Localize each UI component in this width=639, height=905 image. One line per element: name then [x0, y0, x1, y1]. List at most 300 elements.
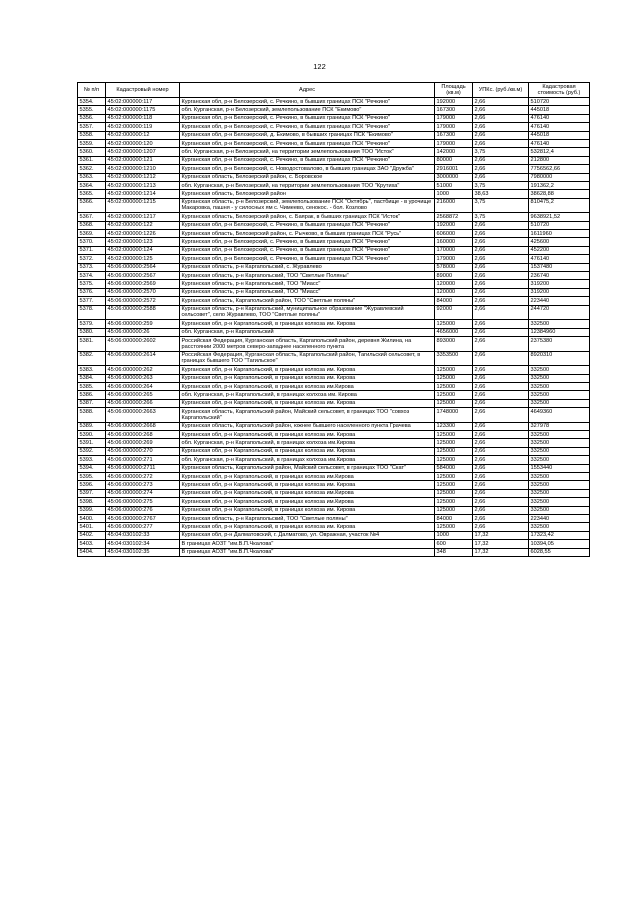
cell-cadastral-value: 332500 [529, 439, 590, 447]
cell-cadastral-number: 45:02:000000:1215 [106, 198, 180, 213]
cell-cadastral-number: 45:02:000000:125 [106, 255, 180, 263]
cell-row-number: 5378. [78, 305, 106, 320]
cell-row-number: 5377. [78, 297, 106, 305]
cell-row-number: 5402. [78, 531, 106, 539]
cell-cadastral-value: 810475,2 [529, 198, 590, 213]
cell-upks: 2,66 [473, 272, 529, 280]
cell-area: 167300 [435, 106, 473, 114]
table-row [78, 447, 590, 455]
cell-cadastral-number: 45:06:000000:276 [106, 506, 180, 514]
table-row [78, 399, 590, 407]
cell-cadastral-number: 45:06:000000:2570 [106, 288, 180, 296]
header-area: Площадь (кв.м) [435, 83, 473, 98]
cell-cadastral-number: 45:06:000000:2602 [106, 336, 180, 351]
cell-cadastral-number: 45:02:000000:121 [106, 156, 180, 164]
header-address: Адрес [180, 83, 435, 98]
cell-cadastral-value: 510720 [529, 98, 590, 106]
table-row [78, 506, 590, 514]
cell-cadastral-number: 45:02:000000:118 [106, 114, 180, 122]
cell-cadastral-value: 445018 [529, 106, 590, 114]
cell-row-number: 5361. [78, 156, 106, 164]
cell-row-number: 5359. [78, 139, 106, 147]
cell-area: 1748000 [435, 408, 473, 423]
table-row [78, 351, 590, 366]
table-row [78, 439, 590, 447]
cell-area: 125000 [435, 391, 473, 399]
table-row [78, 431, 590, 439]
cell-row-number: 5366. [78, 198, 106, 213]
cell-cadastral-number: 45:02:000000:1175 [106, 106, 180, 114]
table-row [78, 320, 590, 328]
table-row [78, 408, 590, 423]
cell-row-number: 5388. [78, 408, 106, 423]
cell-row-number: 5364. [78, 181, 106, 189]
cell-cadastral-number: 45:06:000000:2572 [106, 297, 180, 305]
cell-address: Курганская обл, р-н Каргапольский, в границах колхоза им. Кирова [180, 399, 435, 407]
cell-cadastral-value: 445018 [529, 131, 590, 139]
cell-area: 125000 [435, 374, 473, 382]
cell-area: 125000 [435, 473, 473, 481]
cell-cadastral-value: 332500 [529, 431, 590, 439]
cell-area: 89000 [435, 272, 473, 280]
cell-address: Курганская область, р-н Каргапольский, ТОО "Светлые поляны" [180, 514, 435, 522]
cell-upks: 2,66 [473, 221, 529, 229]
cell-area: 2568872 [435, 213, 473, 221]
cell-cadastral-number: 45:02:000000:1213 [106, 181, 180, 189]
cell-upks: 2,66 [473, 288, 529, 296]
cell-cadastral-value: 332500 [529, 489, 590, 497]
cell-area: 348 [435, 548, 473, 556]
cell-upks: 2,66 [473, 238, 529, 246]
cell-cadastral-value: 9638921,52 [529, 213, 590, 221]
cell-row-number: 5393. [78, 456, 106, 464]
cell-row-number: 5404. [78, 548, 106, 556]
cell-address: обл. Курганская, р-н Каргапольский, в границах колхоза им. Кирова [180, 391, 435, 399]
table-row [78, 213, 590, 221]
cell-cadastral-value: 236740 [529, 272, 590, 280]
cell-cadastral-number: 45:06:000000:273 [106, 481, 180, 489]
cell-upks: 2,66 [473, 114, 529, 122]
table-row [78, 272, 590, 280]
cell-upks: 2,66 [473, 408, 529, 423]
cell-row-number: 5401. [78, 523, 106, 531]
cell-address: Курганская область, р-н Каргапольский, ТОО "Миасс" [180, 288, 435, 296]
cell-upks: 3,75 [473, 213, 529, 221]
cell-cadastral-value: 510720 [529, 221, 590, 229]
table-row [78, 328, 590, 336]
cell-row-number: 5367. [78, 213, 106, 221]
cell-address: Курганская обл, р-н Белозерский, с. Речкино, в бывших границах ПСК "Речкино" [180, 156, 435, 164]
cell-area: 179000 [435, 123, 473, 131]
cell-cadastral-number: 45:02:000000:119 [106, 123, 180, 131]
cell-row-number: 5394. [78, 464, 106, 472]
cell-area: 1000 [435, 531, 473, 539]
cell-area: 1000 [435, 190, 473, 198]
cell-address: Курганская область, Белозерский район [180, 190, 435, 198]
cadastral-table [77, 82, 590, 557]
cell-cadastral-value: 332500 [529, 473, 590, 481]
cell-address: Курганская обл, р-н Каргапольский, в границах колхоза им.Кирова [180, 382, 435, 390]
cell-cadastral-number: 45:02:000000:1207 [106, 148, 180, 156]
cell-row-number: 5397. [78, 489, 106, 497]
cell-address: В границах АОЗТ "им.В.П.Чкалова" [180, 540, 435, 548]
cell-cadastral-number: 45:02:000000:12 [106, 131, 180, 139]
table-row [78, 540, 590, 548]
cell-area: 80000 [435, 156, 473, 164]
table-row [78, 523, 590, 531]
cell-cadastral-value: 476140 [529, 255, 590, 263]
cell-row-number: 5395. [78, 473, 106, 481]
cell-row-number: 5396. [78, 481, 106, 489]
cell-address: Курганская область, р-н Каргапольский, с. Журавлево [180, 263, 435, 271]
cell-upks: 2,66 [473, 464, 529, 472]
cell-address: Курганская обл, р-н Каргапольский, в границах колхоза им. Кирова [180, 523, 435, 531]
cell-row-number: 5386. [78, 391, 106, 399]
cell-row-number: 5391. [78, 439, 106, 447]
table-row [78, 382, 590, 390]
table-row [78, 255, 590, 263]
cell-upks: 2,66 [473, 481, 529, 489]
cell-row-number: 5362. [78, 165, 106, 173]
table-row [78, 464, 590, 472]
cell-area: 3000000 [435, 173, 473, 181]
cell-area: 584000 [435, 464, 473, 472]
cell-cadastral-value: 244720 [529, 305, 590, 320]
cell-upks: 2,66 [473, 230, 529, 238]
cell-address: Курганская обл, р-н Каргапольский, в границах колхоза им. Кирова [180, 447, 435, 455]
cell-area: 606000 [435, 230, 473, 238]
cell-cadastral-value: 7980000 [529, 173, 590, 181]
cell-area: 142000 [435, 148, 473, 156]
table-row [78, 280, 590, 288]
cell-row-number: 5387. [78, 399, 106, 407]
cell-cadastral-value: 332500 [529, 399, 590, 407]
cell-row-number: 5373. [78, 263, 106, 271]
table-row [78, 246, 590, 254]
cell-upks: 2,66 [473, 106, 529, 114]
cell-upks: 3,75 [473, 181, 529, 189]
cell-cadastral-value: 332500 [529, 382, 590, 390]
cell-cadastral-number: 45:06:000000:2767 [106, 514, 180, 522]
cell-row-number: 5374. [78, 272, 106, 280]
cell-cadastral-number: 45:06:000000:259 [106, 320, 180, 328]
cell-address: Курганская обл, р-н Белозерский, с. Речкино, в бывших границах ПСК "Речкино" [180, 114, 435, 122]
cell-cadastral-number: 45:06:000000:26 [106, 328, 180, 336]
cell-area: 3353500 [435, 351, 473, 366]
cell-address: Курганская обл, р-н Белозерский, с. Речкино, в бывших границах ПСК "Речкино" [180, 221, 435, 229]
cell-area: 84000 [435, 297, 473, 305]
table-row [78, 489, 590, 497]
cell-upks: 2,66 [473, 422, 529, 430]
cell-upks: 2,66 [473, 447, 529, 455]
cell-area: 125000 [435, 382, 473, 390]
cell-cadastral-value: 212800 [529, 156, 590, 164]
cell-upks: 17,32 [473, 531, 529, 539]
cell-cadastral-value: 191362,2 [529, 181, 590, 189]
cell-cadastral-value: 476140 [529, 123, 590, 131]
table-row [78, 181, 590, 189]
cell-upks: 2,66 [473, 431, 529, 439]
table-row [78, 173, 590, 181]
cell-cadastral-number: 45:02:000000:120 [106, 139, 180, 147]
cell-area: 125000 [435, 523, 473, 531]
cell-cadastral-number: 45:06:000000:2663 [106, 408, 180, 423]
cell-upks: 3,75 [473, 148, 529, 156]
cell-address: Курганская область, Белозерский район, с. Боровское [180, 173, 435, 181]
cell-cadastral-value: 332500 [529, 498, 590, 506]
cell-upks: 2,66 [473, 514, 529, 522]
cell-area: 192000 [435, 221, 473, 229]
cell-upks: 2,66 [473, 336, 529, 351]
cell-area: 84000 [435, 514, 473, 522]
cell-cadastral-value: 332500 [529, 456, 590, 464]
cell-address: Курганская обл, р-н Белозерский, с. Речкино, в бывших границах ПСК "Речкино" [180, 238, 435, 246]
table-row [78, 514, 590, 522]
cell-row-number: 5376. [78, 288, 106, 296]
cell-area: 125000 [435, 498, 473, 506]
cell-cadastral-value: 17323,42 [529, 531, 590, 539]
page-number: 122 [313, 62, 326, 71]
cell-row-number: 5360. [78, 148, 106, 156]
cell-area: 179000 [435, 139, 473, 147]
cell-area: 125000 [435, 366, 473, 374]
cell-address: Курганская обл, р-н Каргапольский, в границах колхоза им.Кирова [180, 473, 435, 481]
cell-address: Российская Федерация, Курганская область, Каргапольский район, деревня Жилина, на расстоянии 2000 метров северо-западнее населенного пункта [180, 336, 435, 351]
table-row [78, 366, 590, 374]
cell-area: 51000 [435, 181, 473, 189]
table-row [78, 106, 590, 114]
table-row [78, 123, 590, 131]
cell-upks: 2,66 [473, 456, 529, 464]
cell-area: 125000 [435, 456, 473, 464]
cell-cadastral-value: 332500 [529, 320, 590, 328]
cell-address: Курганская обл, р-н Белозерский, с. Речкино, в бывших границах ПСК "Речкино" [180, 139, 435, 147]
cell-cadastral-value: 332500 [529, 481, 590, 489]
cell-cadastral-value: 38628,88 [529, 190, 590, 198]
cell-area: 125000 [435, 439, 473, 447]
cell-area: 120000 [435, 288, 473, 296]
cell-area: 125000 [435, 447, 473, 455]
cell-cadastral-value: 452200 [529, 246, 590, 254]
table-row [78, 230, 590, 238]
cell-area: 125000 [435, 489, 473, 497]
cell-cadastral-value: 332500 [529, 366, 590, 374]
cell-row-number: 5355. [78, 106, 106, 114]
cell-cadastral-number: 45:06:000000:269 [106, 439, 180, 447]
cell-cadastral-value: 332500 [529, 391, 590, 399]
cell-row-number: 5390. [78, 431, 106, 439]
table-header-row [78, 83, 590, 98]
cell-cadastral-number: 45:02:000000:117 [106, 98, 180, 106]
cell-address: Курганская область, Каргапольский район, Майский сельсовет, в границах ТОО "Скат" [180, 464, 435, 472]
cell-area: 92000 [435, 305, 473, 320]
table-row [78, 473, 590, 481]
cell-upks: 2,66 [473, 506, 529, 514]
cell-area: 125000 [435, 320, 473, 328]
cell-cadastral-number: 45:06:000000:2668 [106, 422, 180, 430]
cell-row-number: 5400. [78, 514, 106, 522]
cell-cadastral-value: 332500 [529, 447, 590, 455]
cell-cadastral-value: 319200 [529, 288, 590, 296]
cell-area: 160000 [435, 238, 473, 246]
table-row [78, 198, 590, 213]
cell-address: Курганская область, Каргапольский район, ТОО "Светлые поляны" [180, 297, 435, 305]
cell-address: В границах АОЗТ "им.В.П.Чкалова" [180, 548, 435, 556]
cell-address: Курганская область, Каргапольский район, Майский сельсовет, в границах ТОО "совхоз Каргапольский" [180, 408, 435, 423]
table-body [78, 98, 590, 557]
cell-cadastral-number: 45:02:000000:1217 [106, 213, 180, 221]
cell-cadastral-number: 45:06:000000:2567 [106, 272, 180, 280]
cell-area: 170000 [435, 246, 473, 254]
cell-cadastral-number: 45:02:000000:123 [106, 238, 180, 246]
cell-row-number: 5379. [78, 320, 106, 328]
table-row [78, 263, 590, 271]
cell-upks: 2,66 [473, 498, 529, 506]
cell-upks: 2,66 [473, 156, 529, 164]
table-row [78, 238, 590, 246]
cell-area: 192000 [435, 98, 473, 106]
table-row [78, 156, 590, 164]
table-row [78, 456, 590, 464]
cell-address: Курганская обл, р-н Белозерский, д. Екимово, в бывших границах ПСК "Екимово" [180, 131, 435, 139]
cell-cadastral-number: 45:06:000000:268 [106, 431, 180, 439]
table-row [78, 548, 590, 556]
cell-address: Курганская обл, р-н Белозерский, с. Речкино, в бывших границах ПСК "Речкино" [180, 98, 435, 106]
table-row [78, 131, 590, 139]
cell-address: Курганская обл, р-н Белозерский, с. Речкино, в бывших границах ПСК "Речкино" [180, 246, 435, 254]
cell-cadastral-number: 45:04:030102:35 [106, 548, 180, 556]
cell-row-number: 5383. [78, 366, 106, 374]
cell-cadastral-value: 12384960 [529, 328, 590, 336]
cell-address: Курганская обл, р-н Каргапольский, в границах колхоза им.Кирова [180, 489, 435, 497]
cell-cadastral-value: 332500 [529, 374, 590, 382]
cell-upks: 2,66 [473, 305, 529, 320]
table-row [78, 190, 590, 198]
cell-row-number: 5403. [78, 540, 106, 548]
cell-cadastral-number: 45:06:000000:271 [106, 456, 180, 464]
cell-upks: 2,66 [473, 165, 529, 173]
cell-cadastral-number: 45:06:000000:274 [106, 489, 180, 497]
cell-cadastral-number: 45:04:030102:34 [106, 540, 180, 548]
cell-cadastral-number: 45:06:000000:277 [106, 523, 180, 531]
cell-area: 2916001 [435, 165, 473, 173]
cell-upks: 2,66 [473, 173, 529, 181]
cell-address: Курганская обл, р-н Белозерский, с. Речкино, в бывших границах ПСК "Речкино" [180, 123, 435, 131]
cell-upks: 2,66 [473, 297, 529, 305]
cell-cadastral-number: 45:04:030102:33 [106, 531, 180, 539]
cell-row-number: 5375. [78, 280, 106, 288]
cell-row-number: 5369. [78, 230, 106, 238]
header-number: № п/п [78, 83, 106, 98]
cell-cadastral-value: 476140 [529, 139, 590, 147]
cell-area: 167300 [435, 131, 473, 139]
cell-row-number: 5357. [78, 123, 106, 131]
cell-cadastral-number: 45:06:000000:265 [106, 391, 180, 399]
cell-cadastral-number: 45:06:000000:275 [106, 498, 180, 506]
cell-row-number: 5384. [78, 374, 106, 382]
cell-cadastral-number: 45:02:000000:122 [106, 221, 180, 229]
cell-cadastral-number: 45:06:000000:266 [106, 399, 180, 407]
cell-row-number: 5392. [78, 447, 106, 455]
cell-cadastral-value: 6028,55 [529, 548, 590, 556]
cell-row-number: 5381. [78, 336, 106, 351]
cell-address: Курганская область, р-н Каргапольский, ТОО "Миасс" [180, 280, 435, 288]
cell-cadastral-number: 45:06:000000:263 [106, 374, 180, 382]
cell-row-number: 5363. [78, 173, 106, 181]
cell-address: Курганская обл, р-н Каргапольский, в границах колхоза им. Кирова [180, 320, 435, 328]
cell-cadastral-value: 319200 [529, 280, 590, 288]
cell-row-number: 5354. [78, 98, 106, 106]
table-row [78, 391, 590, 399]
table-row [78, 165, 590, 173]
cell-row-number: 5371. [78, 246, 106, 254]
table-row [78, 221, 590, 229]
cell-area: 578000 [435, 263, 473, 271]
cell-area: 216000 [435, 198, 473, 213]
cell-cadastral-value: 10394,05 [529, 540, 590, 548]
cell-row-number: 5399. [78, 506, 106, 514]
cell-upks: 2,66 [473, 391, 529, 399]
cell-upks: 17,32 [473, 548, 529, 556]
cell-row-number: 5358. [78, 131, 106, 139]
cell-upks: 2,66 [473, 123, 529, 131]
cell-address: обл. Курганская, р-н Белозерский, землепользование ПСК "Екимово" [180, 106, 435, 114]
cell-row-number: 5370. [78, 238, 106, 246]
cell-address: Курганская обл, р-н Каргапольский, в границах колхоза им. Кирова [180, 431, 435, 439]
cell-upks: 2,66 [473, 139, 529, 147]
cell-address: Курганская обл, р-н Каргапольский, в границах колхоза им. Кирова [180, 374, 435, 382]
cell-area: 120000 [435, 280, 473, 288]
table-row [78, 422, 590, 430]
cell-cadastral-number: 45:06:000000:2711 [106, 464, 180, 472]
cell-upks: 2,66 [473, 523, 529, 531]
cell-cadastral-number: 45:06:000000:2564 [106, 263, 180, 271]
cell-upks: 2,66 [473, 473, 529, 481]
cell-area: 125000 [435, 506, 473, 514]
cell-address: обл. Курганская, р-н Белозерский, на территории землепользования ТОО "Исток" [180, 148, 435, 156]
table-row [78, 374, 590, 382]
cell-address: Курганская область, р-н Белозерский, землепользование ПСК "Октябрь", пастбище - в урочище Макаровка, пашня - у силосных ям с. Чимеево, сенокос. - бол. Козлово [180, 198, 435, 213]
cell-upks: 2,66 [473, 280, 529, 288]
cell-cadastral-number: 45:02:000000:1226 [106, 230, 180, 238]
cell-address: Курганская обл, р-н Каргапольский, в границах колхоза им. Кирова [180, 506, 435, 514]
cell-upks: 2,66 [473, 489, 529, 497]
cell-area: 125000 [435, 399, 473, 407]
table-row [78, 498, 590, 506]
cell-upks: 2,66 [473, 131, 529, 139]
cell-row-number: 5368. [78, 221, 106, 229]
table-row [78, 531, 590, 539]
cell-cadastral-number: 45:06:000000:262 [106, 366, 180, 374]
cell-cadastral-value: 425600 [529, 238, 590, 246]
cell-row-number: 5380. [78, 328, 106, 336]
cell-upks: 2,66 [473, 399, 529, 407]
cell-row-number: 5372. [78, 255, 106, 263]
table-row [78, 481, 590, 489]
table-row [78, 139, 590, 147]
cell-address: Курганская обл, р-н Далматовский, г. Далматово, ул. Овражная, участок №4 [180, 531, 435, 539]
cell-address: обл. Курганская, р-н Каргапольский, в границах колхоза им.Кирова [180, 456, 435, 464]
cell-cadastral-number: 45:06:000000:2588 [106, 305, 180, 320]
cell-cadastral-number: 45:02:000000:1212 [106, 173, 180, 181]
cell-cadastral-value: 223440 [529, 297, 590, 305]
cell-cadastral-value: 8920310 [529, 351, 590, 366]
cell-upks: 2,66 [473, 374, 529, 382]
cell-upks: 2,66 [473, 382, 529, 390]
table-row [78, 98, 590, 106]
cell-cadastral-number: 45:02:000000:1214 [106, 190, 180, 198]
cell-area: 125000 [435, 431, 473, 439]
